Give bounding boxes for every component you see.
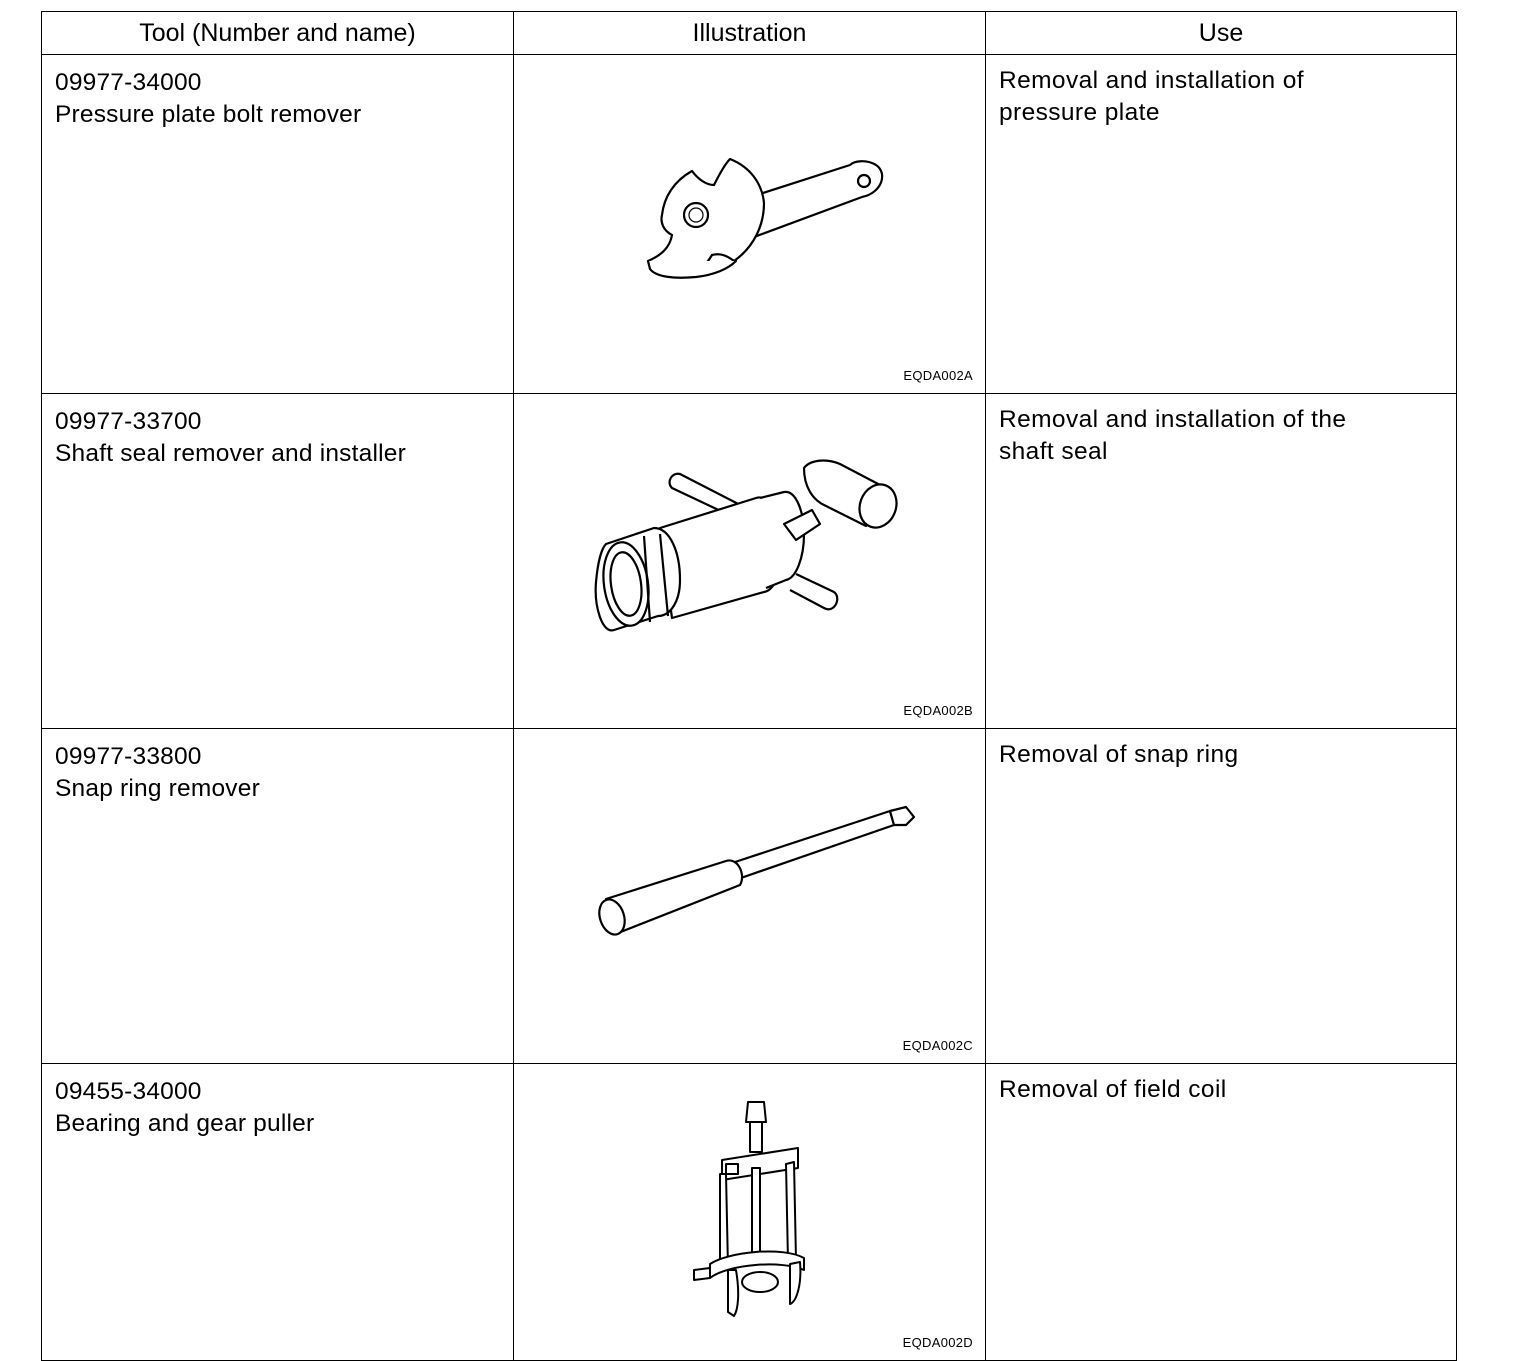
use-cell [986, 394, 1457, 729]
tool-number: 09455-34000 [55, 1078, 202, 1105]
use-text: Removal of field coil [999, 1076, 1227, 1103]
use-text: Removal and installation of pressure plate [999, 67, 1304, 126]
tool-name: Snap ring remover [55, 775, 260, 802]
pressure-plate-bolt-remover-icon [514, 55, 984, 381]
header-tool: Tool (Number and name) [42, 12, 514, 55]
illustration-cell [514, 55, 986, 394]
use-cell [986, 729, 1457, 1064]
illustration-cell [514, 394, 986, 729]
use-text: Removal of snap ring [999, 741, 1239, 768]
figure-code: EQDA002B [903, 703, 973, 718]
table-row [42, 394, 1457, 729]
use-cell [986, 55, 1457, 394]
tool-cell [42, 729, 514, 1064]
special-tools-table [41, 11, 1457, 1361]
header-use: Use [986, 12, 1457, 55]
illustration-cell [514, 1064, 986, 1361]
tool-name: Pressure plate bolt remover [55, 101, 362, 128]
tool-number: 09977-34000 [55, 69, 202, 96]
table-row [42, 729, 1457, 1064]
illustration-cell [514, 729, 986, 1064]
snap-ring-remover-icon [514, 729, 984, 1051]
tool-number: 09977-33800 [55, 743, 202, 770]
use-cell [986, 1064, 1457, 1361]
figure-code: EQDA002A [903, 368, 973, 383]
tool-cell [42, 1064, 514, 1361]
tool-number: 09977-33700 [55, 408, 202, 435]
table-header-row [42, 12, 1457, 55]
figure-code: EQDA002C [902, 1038, 973, 1053]
tool-name: Bearing and gear puller [55, 1110, 315, 1137]
tool-name: Shaft seal remover and installer [55, 440, 406, 467]
tool-cell [42, 394, 514, 729]
bearing-gear-puller-icon [514, 1064, 984, 1348]
use-text: Removal and installation of the shaft seal [999, 406, 1347, 465]
table-row [42, 55, 1457, 394]
shaft-seal-tool-icon [514, 394, 984, 716]
table-row [42, 1064, 1457, 1361]
tool-cell [42, 55, 514, 394]
figure-code: EQDA002D [902, 1335, 973, 1350]
header-illustration: Illustration [514, 12, 986, 55]
